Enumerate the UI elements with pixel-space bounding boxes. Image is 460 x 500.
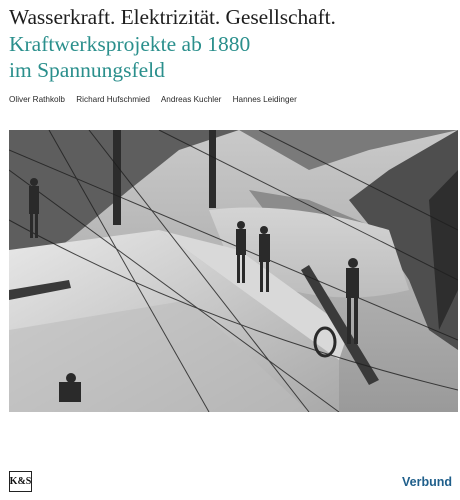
dam-construction-photo <box>9 130 458 412</box>
author-list <box>9 95 454 104</box>
book-subtitle <box>9 31 454 83</box>
verbund-logo: Verbund <box>401 475 452 489</box>
author-name: Andreas Kuchler <box>160 95 222 104</box>
book-title: Wasserkraft. Elektrizität. Gesellschaft. <box>9 5 336 29</box>
subtitle-line-2: im Spannungsfeld <box>9 58 165 82</box>
author-name: Hannes Leidinger <box>232 95 297 104</box>
author-name: Richard Hufschmied <box>76 95 150 104</box>
cover-photo <box>9 130 458 412</box>
subtitle-line-1: Kraftwerksprojekte ab 1880 <box>9 32 251 56</box>
author-name: Oliver Rathkolb <box>9 95 65 104</box>
publisher-logo: K&S <box>9 471 32 492</box>
